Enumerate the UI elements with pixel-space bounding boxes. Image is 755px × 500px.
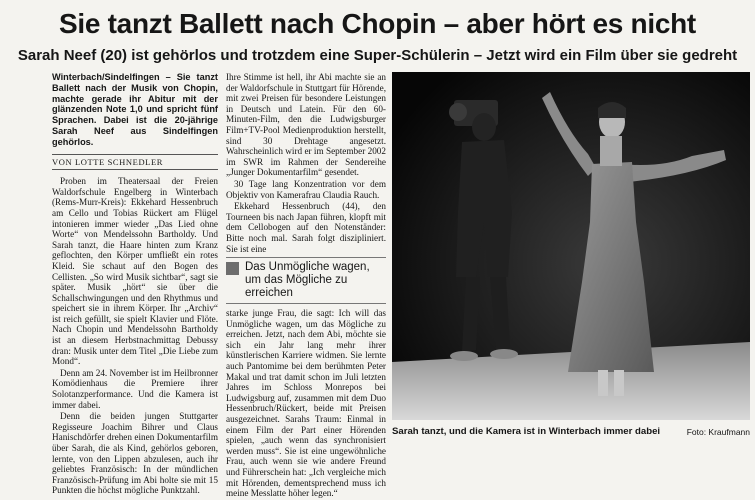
article-column-1 bbox=[52, 72, 218, 497]
body-paragraph: Denn am 24. November ist im Heilbronner Komödienhaus die Premiere ihrer Solotanzperformance. Und die Kamera ist immer dabei. bbox=[52, 367, 218, 410]
article-photo bbox=[392, 72, 750, 420]
body-paragraph: Denn die beiden jungen Stuttgarter Regisseure Joachim Bihrer und Claus Hanischdörfer drehen einen Dokumentarfilm über Sarah, die als Kind, gehörlos geboren, lernte, von den Lippen abzulesen, auch ihr geliebtes Französisch: In der mündlichen Französisch-Prüfung im Abi holte sie mit 15 Punkten die höchst mögliche Punktzahl. bbox=[52, 411, 218, 496]
body-paragraph: Proben im Theatersaal der Freien Waldorfschule Engelberg in Winterbach (Rems-Murr-Kreis): Ekkehard Hessenbruch am Cello und Tobias Rückert am Flügel intonieren immer wieder „Das Lied ohne Worte“ von Mendelssohn Bartholdy. Und Sarah tanzt, die Haare hinten zum Kranz geflochten, den Körper umfließt ein rotes Kleid. Sie schaut auf den Bogen des Cellisten. „So wird Musik sichtbar“, sagt sie später. Musik „hört“ sie über die Schallschwingungen und den Rhythmus und speichert sie in ihrem Körper. Ihr „Archiv“ ist reich gefüllt, sie spielt Klavier und Flöte. Nach Chopin und Mendelssohn Bartholdy ist an diesem Herbstnachmittag Debussy dran: Musik unter dem Titel „Die Liebe zum Mond“. bbox=[52, 176, 218, 367]
pull-quote bbox=[226, 257, 386, 304]
photo-credit: Foto: Kraufmann bbox=[686, 427, 750, 437]
byline: VON LOTTE SCHNEDLER bbox=[52, 154, 218, 171]
body-paragraph: Ekkehard Hessenbruch (44), den Tourneen bis nach Japan führen, klopft mit dem Cellobogen auf den Notenständer: Bitte noch mal. Sarah folgt diszipliniert. Sie ist eine bbox=[226, 201, 386, 254]
body-paragraph: starke junge Frau, die sagt: Ich will das Unmögliche wagen, um das Mögliche zu erreichen. Jetzt, nach dem Abi, möchte sie sich ein Jahr lang mehr ihrer künstlerischen Karriere widmen. Sie lernte auch Pantomime bei dem berühmten Peter Makal und trat damit schon im Juli letzten Jahres im Schloss Monrepos bei Ludwigsburg auf, zusammen mit dem Duo Hessenbruch/Rückert, beide mit Preisen ausgezeichnet. Sarahs Traum: Einmal in einem Film der Part einer Hörenden spielen, „auch wenn das synchronisiert werden muss“. Sie ist eine ungewöhnliche Frau, auch wenn sie wie andere Freund und Führerschein hat: „Ich vergleiche mich mit Hörenden, dementsprechend muss ich meine Messlatte höher legen.“ bbox=[226, 308, 386, 499]
photo-caption: Sarah tanzt, und die Kamera ist in Winterbach immer dabei bbox=[392, 426, 661, 437]
body-paragraph: 30 Tage lang Konzentration vor dem Objektiv von Kamerafrau Claudia Rauch. bbox=[226, 178, 386, 200]
dancer-photo-illustration bbox=[392, 72, 750, 420]
square-bullet-icon bbox=[226, 262, 239, 275]
headline: Sie tanzt Ballett nach Chopin – aber hört es nicht bbox=[59, 8, 696, 39]
intro-paragraph: Winterbach/Sindelfingen – Sie tanzt Ballett nach der Musik von Chopin, machte gerade ihr Abitur mit der glänzenden Note 1,0 und spricht fünf Sprachen. Dabei ist die 20-jährige Sarah Neef aus Sindelfingen gehörlos. bbox=[52, 72, 218, 147]
pull-quote-text: Das Unmögliche wagen, um das Mögliche zu erreichen bbox=[245, 261, 370, 300]
body-paragraph: Ihre Stimme ist hell, ihr Abi machte sie an der Waldorfschule in Stuttgart für Hörende, mit zwei Preisen für besondere Leistungen in Deutsch und Latein. Für den 60-Minuten-Film, den die Ludwigsburger Film+TV-Pool Medienproduktion herstellt, sind 30 Drehtage angesetzt. Wahrscheinlich wird er im September 2002 im SWR im Rahmen der Sendereihe „Junger Dokumentarfilm“ gesendet. bbox=[226, 72, 386, 178]
subheadline: Sarah Neef (20) ist gehörlos und trotzdem eine Super-Schülerin – Jetzt wird ein Film über sie gedreht bbox=[17, 47, 738, 64]
article-column-2 bbox=[226, 72, 386, 500]
